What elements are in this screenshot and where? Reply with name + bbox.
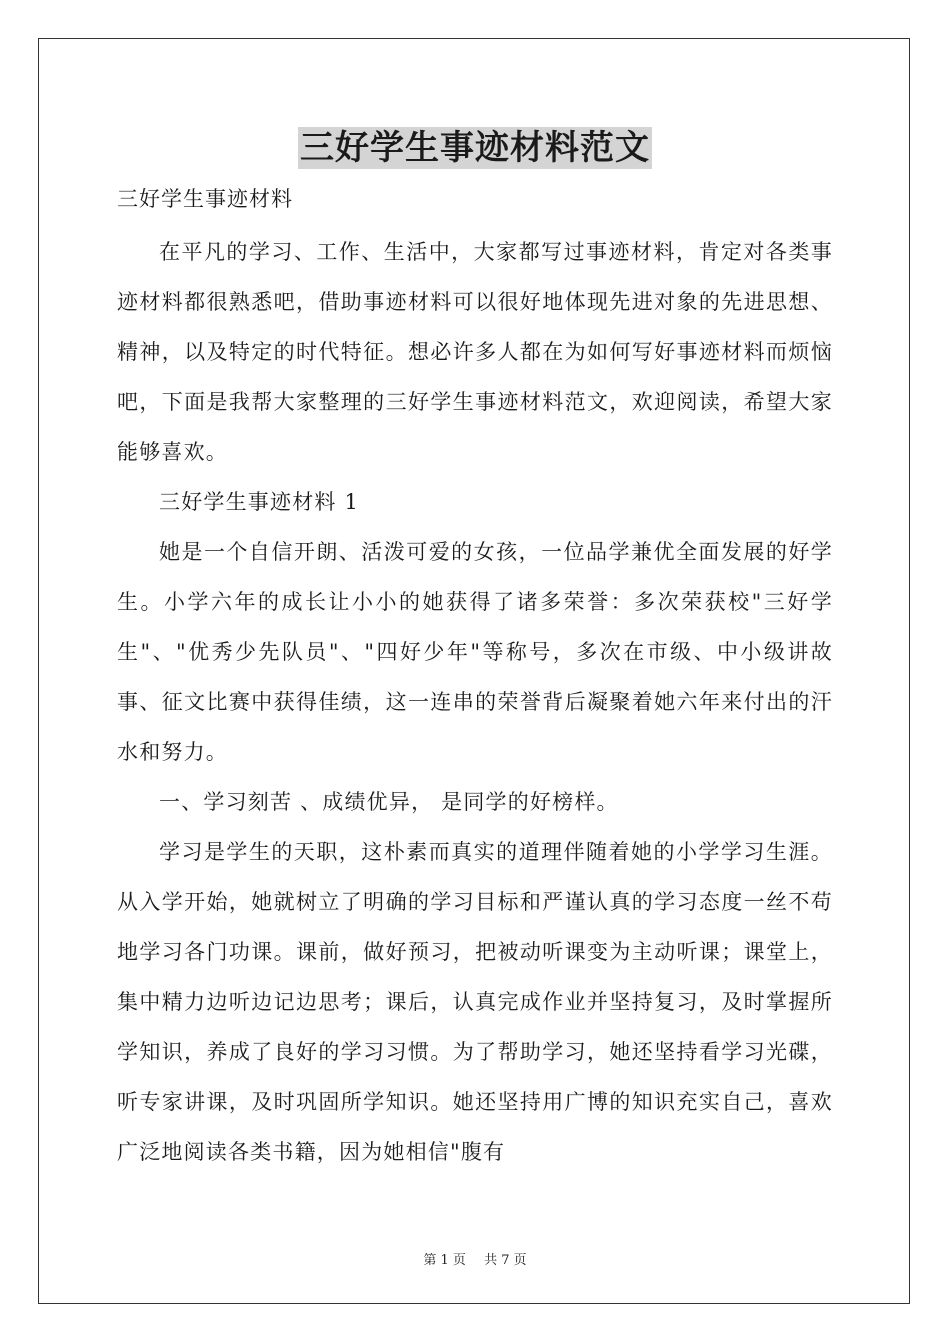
document-body — [117, 178, 833, 1177]
section-heading: 三好学生事迹材料 1 — [159, 490, 360, 514]
paragraph-study: 学习是学生的天职，这朴素而真实的道理伴随着她的小学学习生涯。从入学开始，她就树立了明确的学习目标和严谨认真的学习态度一丝不苟地学习各门功课。课前，做好预习，把被动听课变为主动听课；课堂上，集中精力边听边记边思考；课后，认真完成作业并坚持复习，及时掌握所学知识，养成了良好的学习习惯。为了帮助学习，她还坚持看学习光碟，听专家讲课，及时巩固所学知识。她还坚持用广博的知识充实自己，喜欢广泛地阅读各类书籍，因为她相信"腹有 — [117, 840, 833, 1164]
paragraph-profile: 她是一个自信开朗、活泼可爱的女孩，一位品学兼优全面发展的好学生。小学六年的成长让小小的她获得了诸多荣誉：多次荣获校"三好学生"、"优秀少先队员"、"四好少年"等称号，多次在市级、中小级讲故事、征文比赛中获得佳绩，这一连串的荣誉背后凝聚着她六年来付出的汗水和努力。 — [117, 540, 833, 764]
document-title-wrapper — [0, 127, 950, 169]
document-subtitle: 三好学生事迹材料 — [117, 187, 293, 211]
page-number-current: 第 1 页 — [423, 1253, 466, 1268]
page-number-total: 共 7 页 — [484, 1253, 527, 1268]
paragraph-intro: 在平凡的学习、工作、生活中，大家都写过事迹材料，肯定对各类事迹材料都很熟悉吧，借助事迹材料可以很好地体现先进对象的先进思想、精神，以及特定的时代特征。想必许多人都在为如何写好事迹材料而烦恼吧，下面是我帮大家整理的三好学生事迹材料范文，欢迎阅读，希望大家能够喜欢。 — [117, 240, 833, 464]
document-title: 三好学生事迹材料范文 — [300, 128, 650, 168]
page-footer — [0, 1249, 950, 1268]
section-subheading: 一、学习刻苦 、成绩优异， 是同学的好榜样。 — [159, 790, 619, 814]
